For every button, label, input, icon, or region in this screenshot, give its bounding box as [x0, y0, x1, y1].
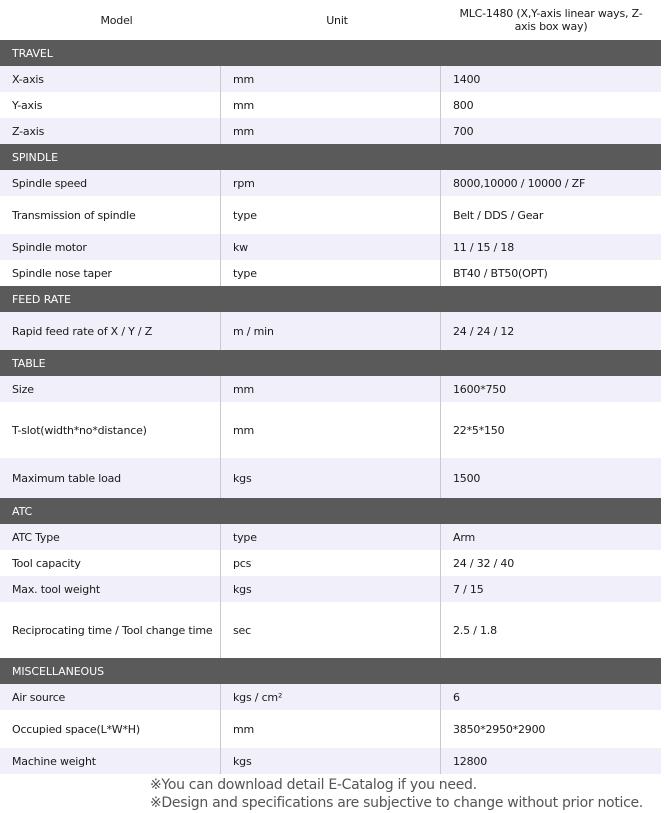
spec-unit: mm [221, 710, 441, 748]
spec-unit: mm [221, 92, 441, 118]
footnote-catalog: ※You can download detail E-Catalog if you need. [150, 777, 477, 793]
spec-label: ATC Type [0, 524, 221, 550]
spec-unit: type [221, 196, 441, 234]
spec-value: 1400 [453, 72, 481, 86]
table-row [0, 524, 661, 550]
spec-label: Z-axis [0, 118, 221, 144]
spec-label: X-axis [0, 66, 221, 92]
spec-label: Spindle nose taper [0, 260, 221, 286]
section-header: ATC [0, 498, 661, 524]
table-row [0, 710, 661, 748]
spec-label: Tool capacity [0, 550, 221, 576]
spec-unit: pcs [221, 550, 441, 576]
table-row [0, 748, 661, 774]
spec-label: Y-axis [0, 92, 221, 118]
spec-value: Belt / DDS / Gear [453, 208, 544, 222]
spec-value: 12800 [453, 754, 487, 768]
spec-unit: kw [221, 234, 441, 260]
spec-value: 3850*2950*2900 [453, 722, 546, 736]
spec-value: 700 [453, 124, 474, 138]
spec-value: 6 [453, 690, 460, 704]
spec-unit: mm [221, 66, 441, 92]
spec-unit: mm [221, 376, 441, 402]
spec-label: Maximum table load [0, 458, 221, 498]
spec-label: Reciprocating time / Tool change time [0, 602, 221, 658]
spec-value: 1500 [453, 471, 481, 485]
section-header: TABLE [0, 350, 661, 376]
header-model-value: MLC-1480 (X,Y-axis linear ways, Z-axis box way) [459, 7, 643, 33]
spec-value: 800 [453, 98, 474, 112]
spec-label: Transmission of spindle [0, 196, 221, 234]
section-header: FEED RATE [0, 286, 661, 312]
section-header: TRAVEL [0, 40, 661, 66]
spec-label: Occupied space(L*W*H) [0, 710, 221, 748]
section-header: SPINDLE [0, 144, 661, 170]
table-row [0, 602, 661, 658]
spec-value: 11 / 15 / 18 [453, 240, 514, 254]
table-row [0, 376, 661, 402]
header-model: Model [100, 13, 133, 27]
spec-label: Spindle speed [0, 170, 221, 196]
spec-unit: kgs [221, 748, 441, 774]
table-row [0, 66, 661, 92]
spec-label: T-slot(width*no*distance) [0, 402, 221, 458]
spec-value: 24 / 32 / 40 [453, 556, 514, 570]
spec-label: Rapid feed rate of X / Y / Z [0, 312, 221, 350]
header-unit: Unit [326, 13, 348, 27]
table-row [0, 92, 661, 118]
spec-unit: m / min [221, 312, 441, 350]
spec-unit: kgs [221, 458, 441, 498]
spec-unit: type [221, 524, 441, 550]
section-header: MISCELLANEOUS [0, 658, 661, 684]
spec-sections [0, 40, 661, 774]
table-row [0, 196, 661, 234]
spec-value: 22*5*150 [453, 423, 505, 437]
spec-value: 24 / 24 / 12 [453, 324, 514, 338]
table-row [0, 402, 661, 458]
spec-value: BT40 / BT50(OPT) [453, 266, 548, 280]
spec-unit: kgs / cm² [221, 684, 441, 710]
table-header [0, 0, 661, 40]
table-row [0, 234, 661, 260]
table-row [0, 684, 661, 710]
spec-unit: type [221, 260, 441, 286]
spec-value: 1600*750 [453, 382, 506, 396]
table-row [0, 550, 661, 576]
spec-value: Arm [453, 530, 475, 544]
table-row [0, 458, 661, 498]
spec-value: 7 / 15 [453, 582, 484, 596]
spec-value: 8000,10000 / 10000 / ZF [453, 176, 586, 190]
spec-label: Max. tool weight [0, 576, 221, 602]
table-row [0, 312, 661, 350]
spec-label: Size [0, 376, 221, 402]
spec-unit: rpm [221, 170, 441, 196]
table-row [0, 170, 661, 196]
spec-label: Machine weight [0, 748, 221, 774]
table-row [0, 260, 661, 286]
table-row [0, 118, 661, 144]
footnote-disclaimer: ※Design and specifications are subjective to change without prior notice. [150, 795, 643, 811]
spec-unit: mm [221, 402, 441, 458]
spec-label: Air source [0, 684, 221, 710]
spec-value: 2.5 / 1.8 [453, 623, 497, 637]
spec-unit: kgs [221, 576, 441, 602]
spec-unit: mm [221, 118, 441, 144]
footnotes [150, 776, 664, 812]
spec-label: Spindle motor [0, 234, 221, 260]
spec-unit: sec [221, 602, 441, 658]
table-row [0, 576, 661, 602]
